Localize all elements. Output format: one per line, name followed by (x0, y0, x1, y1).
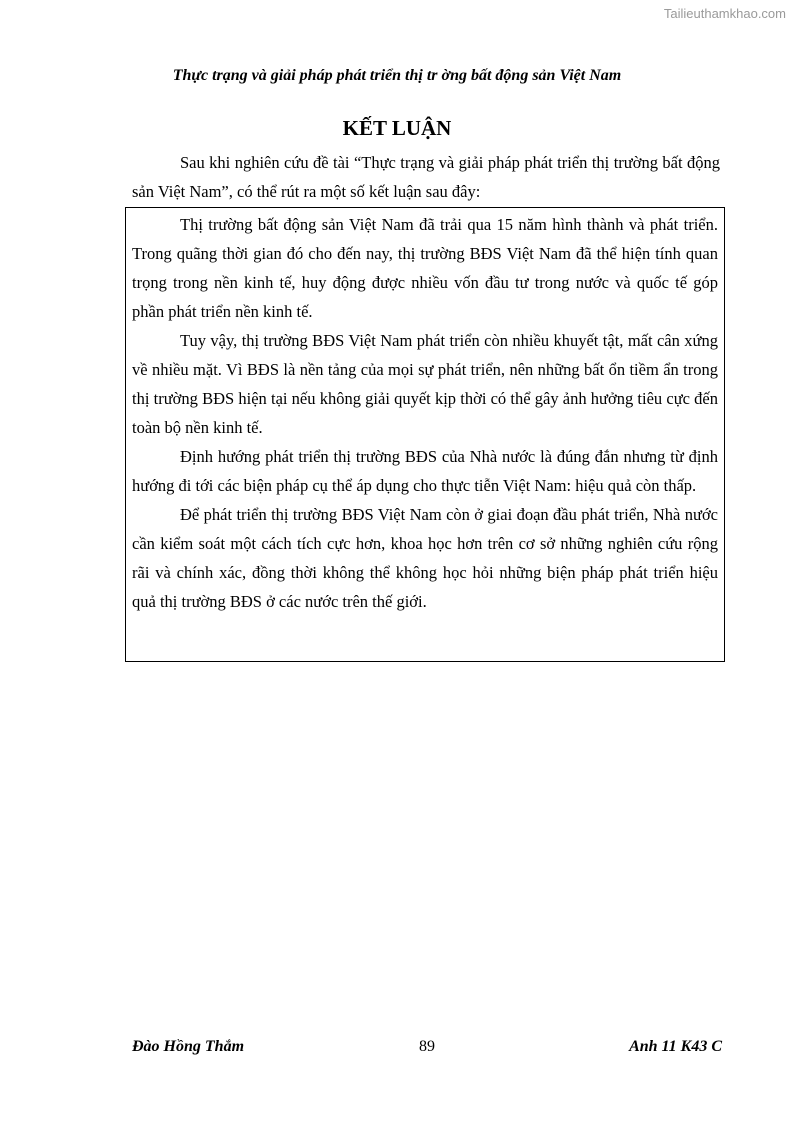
conclusion-paragraph: Để phát triển thị trường BĐS Việt Nam còn ở giai đoạn đầu phát triển, Nhà nước cần kiểm soát một cách tích cực hơn, khoa học hơn trên cơ sở những nghiên cứu rộng rãi và chính xác, đồng thời không thể không học hỏi những biện pháp phát triển hiệu quả thị trường BĐS ở các nước trên thế giới. (132, 505, 718, 611)
conclusion-paragraph: Định hướng phát triển thị trường BĐS của Nhà nước là đúng đắn nhưng từ định hướng đi tới các biện pháp cụ thể áp dụng cho thực tiễn Việt Nam: hiệu quả còn thấp. (132, 447, 718, 495)
intro-paragraph: Sau khi nghiên cứu đề tài “Thực trạng và giải pháp phát triển thị trường bất động sản Việt Nam”, có thể rút ra một số kết luận sau đây: (132, 153, 720, 201)
conclusions-box (125, 207, 725, 662)
page-number: 89 (419, 1038, 435, 1055)
conclusion-paragraph: Thị trường bất động sản Việt Nam đã trải qua 15 năm hình thành và phát triển. Trong quãng thời gian đó cho đến nay, thị trường BĐS Việt Nam đã thể hiện tính quan trọng trong nền kinh tế, huy động được nhiều vốn đầu tư trong nước và quốc tế góp phần phát triển nền kinh tế. (132, 215, 718, 321)
running-header: Thực trạng và giải pháp phát triển thị tr ờng bất động sản Việt Nam (172, 67, 622, 84)
footer-author: Đào Hồng Thắm (132, 1038, 245, 1055)
footer-class-code: Anh 11 K43 C (629, 1038, 722, 1055)
watermark-text: Tailieuthamkhao.com (663, 6, 786, 21)
page-title: KẾT LUẬN (342, 116, 452, 140)
page-footer (132, 1038, 722, 1058)
conclusion-paragraph: Tuy vậy, thị trường BĐS Việt Nam phát triển còn nhiều khuyết tật, mất cân xứng về nhiều mặt. Vì BĐS là nền tảng của mọi sự phát triển, nên những bất ổn tiềm ẩn trong thị trường BĐS hiện tại nếu không giải quyết kịp thời có thể gây ảnh hưởng tiêu cực đến toàn bộ nền kinh tế. (132, 331, 718, 437)
